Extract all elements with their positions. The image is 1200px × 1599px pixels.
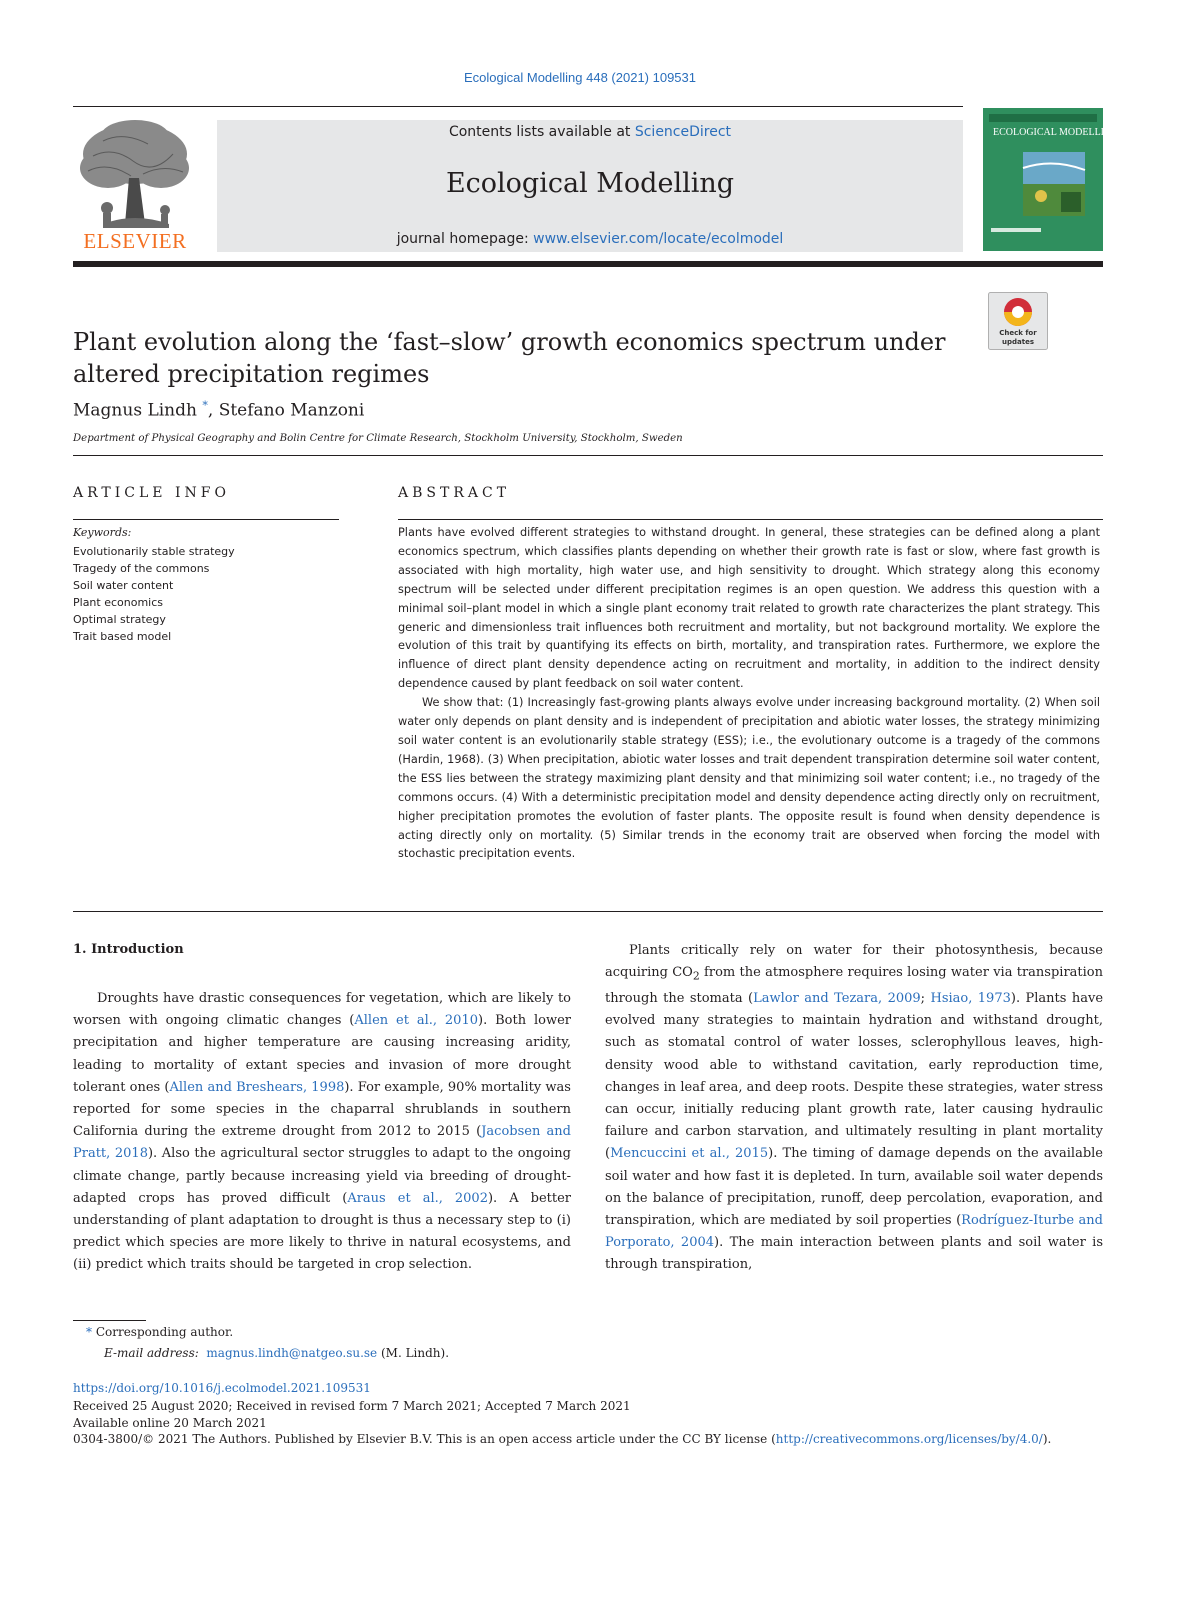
corresponding-footnote [86, 1325, 233, 1339]
doi-link[interactable]: https://doi.org/10.1016/j.ecolmodel.2021.109531 [73, 1381, 371, 1395]
author-name: Magnus Lindh [73, 400, 197, 421]
journal-name: Ecological Modelling [445, 168, 735, 199]
footnote-mark: * [86, 1325, 92, 1339]
corresponding-author-mark[interactable]: * [202, 399, 208, 412]
keyword-item: Optimal strategy [73, 613, 166, 626]
citation-link[interactable]: Allen et al., 2010 [354, 1013, 478, 1029]
footnote-rule [73, 1320, 146, 1321]
paragraph-text: Droughts have drastic consequences for vegetation, which are likely to worsen with ongoing climatic changes ( [73, 991, 571, 1029]
paragraph-text: ). The timing of damage depends on the available soil water and how fast it is depleted. In turn, available soil water depends on the balance of precipitation, runoff, deep percolation, evaporation, and transpiration, which are mediated by soil properties ( [605, 1146, 1103, 1229]
keyword-item: Soil water content [73, 579, 174, 592]
keyword-item: Trait based model [73, 630, 172, 643]
corresponding-label: Corresponding author. [95, 1325, 234, 1339]
available-date: Available online 20 March 2021 [73, 1416, 267, 1430]
cover-title: ECOLOGICAL MODELLING [993, 127, 1119, 138]
license-suffix: ). [1042, 1432, 1052, 1446]
keyword-item: Evolutionarily stable strategy [73, 545, 235, 558]
intro-left-column [73, 988, 571, 1277]
citation-link[interactable]: Araus et al., 2002 [347, 1190, 488, 1206]
email-link[interactable]: magnus.lindh@natgeo.su.se [206, 1346, 378, 1360]
author-name: Stefano Manzoni [218, 400, 365, 421]
intro-paragraph [73, 988, 571, 1277]
license-text: 0304-3800/© 2021 The Authors. Published by Elsevier B.V. This is an open access article under the CC BY license ( [73, 1432, 776, 1446]
contents-line [217, 124, 963, 140]
paragraph-text: ). The main interaction between plants and soil water is through transpiration, [605, 1235, 1103, 1273]
email-suffix: (M. Lindh). [377, 1346, 450, 1360]
homepage-link[interactable]: www.elsevier.com/locate/ecolmodel [533, 231, 784, 247]
abstract-rule [398, 519, 1103, 520]
subscript: 2 [692, 969, 700, 983]
paragraph-text: ; [920, 991, 931, 1006]
license-line [73, 1432, 1113, 1446]
article-info-heading: ARTICLE INFO [73, 485, 230, 501]
contents-label: Contents lists available at [448, 124, 635, 140]
homepage-label: journal homepage: [396, 231, 534, 247]
paragraph-text: ). For example, 90% mortality was reported for some species in the chaparral shrublands in southern California during the extreme drought from 2012 to 2015 ( [73, 1079, 571, 1140]
article-info-rule [73, 519, 339, 520]
email-footnote [104, 1346, 449, 1360]
journal-reference[interactable]: Ecological Modelling 448 (2021) 109531 [464, 70, 696, 85]
paragraph-text: ). Plants have evolved many strategies to maintain hydration and withstand drought, such as stomatal control of water losses, sclerophyllous leaves, high-density wood able to withstand cavitation, early reproduction time, changes in leaf area, and deep roots. Despite these strategies, water stress can occur, initially reducing plant growth rate, later causing hydraulic failure and carbon starvation, and ultimately resulting in plant mortality ( [605, 991, 1104, 1162]
received-dates: Received 25 August 2020; Received in revised form 7 March 2021; Accepted 7 March 2021 [73, 1399, 631, 1413]
citation-link[interactable]: Mencuccini et al., 2015 [610, 1146, 769, 1162]
paragraph-text: ). A better understanding of plant adaptation to drought is thus a necessary step to (i) predict which species are more likely to thrive in natural ecosystems, and (ii) predict which traits should be targeted in crop selection. [73, 1190, 571, 1273]
paragraph-text: ). Both lower precipitation and higher temperature are causing increasing aridity, leading to mortality of extant species and invasion of more drought tolerant ones ( [73, 1013, 571, 1095]
section-heading: 1. Introduction [73, 942, 184, 957]
sciencedirect-link[interactable]: ScienceDirect [634, 124, 732, 140]
keyword-item: Plant economics [73, 596, 164, 609]
check-for-updates-icon[interactable] [988, 292, 1048, 350]
citation-link[interactable]: Jacobsen and Pratt, 2018 [73, 1124, 571, 1162]
paragraph-text: from the atmosphere requires losing water via transpiration through the stomata ( [605, 965, 1104, 1006]
article-title: Plant evolution along the ‘fast–slow’ growth economics spectrum under altered precipitation regimes [73, 328, 946, 388]
abstract-heading: ABSTRACT [398, 485, 511, 501]
keywords-list [73, 543, 235, 645]
citation-link[interactable]: Rodríguez-Iturbe and Porporato, 2004 [605, 1213, 1103, 1251]
license-link[interactable]: http://creativecommons.org/licenses/by/4.0/ [775, 1432, 1043, 1446]
abstract-body [398, 524, 1100, 864]
intro-right-column [605, 940, 1103, 1277]
affiliation: Department of Physical Geography and Bolin Centre for Climate Research, Stockholm University, Stockholm, Sweden [73, 433, 683, 444]
badge-label-2: updates [1002, 338, 1034, 346]
affiliation-rule [73, 455, 1103, 456]
paragraph-text: Plants critically rely on water for their photosynthesis, because acquiring CO [605, 943, 1103, 981]
intro-paragraph [605, 940, 1103, 1277]
article-dates [73, 1398, 631, 1432]
abstract-paragraph: We show that: (1) Increasingly fast-growing plants always evolve under increasing background mortality. (2) When soil water only depends on plant density and is independent of precipitation and abiotic water losses, the strategy minimizing soil water content is an evolutionarily stable strategy (ESS); i.e., the evolutionary outcome is a tragedy of the commons (Hardin, 1968). (3) When precipitation, abiotic water losses and trait dependent transpiration determine soil water content, the ESS lies between the strategy maximizing plant density and that minimizing soil water content; i.e., no tragedy of the commons occurs. (4) With a deterministic precipitation model and density dependence acting directly only on recruitment, higher precipitation promotes the evolution of faster plants. The opposite result is found when density dependence is acting directly only on mortality. (5) Similar trends in the economy trait are observed when forcing the model with stochastic precipitation events. [398, 696, 1100, 861]
keywords-label: Keywords: [73, 526, 132, 539]
journal-cover-image [983, 108, 1119, 251]
abstract-paragraph: Plants have evolved different strategies to withstand drought. In general, these strategies can be defined along a plant economics spectrum, which classifies plants depending on whether their growth rate is fast or slow, where fast growth is associated with high mortality, high water use, and high sensitivity to drought. Which strategy along this economy spectrum will be selected under different precipitation regimes is an open question. We address this question with a minimal soil–plant model in which a single plant economy trait related to growth rate characterizes the plant strategy. This generic and dimensionless trait influences both recruitment and mortality, but not background mortality. We explore the evolution of this trait by quantifying its effects on birth, mortality, and transpiration rates. Furthermore, we explore the influence of direct plant density dependence acting on recruitment and mortality, in addition to the indirect density dependence caused by plant feedback on soil water content. [398, 526, 1100, 691]
citation-link[interactable]: Lawlor and Tezara, 2009 [753, 991, 921, 1006]
abstract-bottom-rule [73, 911, 1103, 912]
elsevier-wordmark: ELSEVIER [83, 229, 187, 253]
citation-link[interactable]: Hsiao, 1973 [930, 991, 1011, 1006]
citation-link[interactable]: Allen and Breshears, 1998 [169, 1079, 345, 1095]
badge-label-1: Check for [999, 329, 1037, 337]
paragraph-text: ). Also the agricultural sector struggles to adapt to the ongoing climate change, partly because increasing yield via breeding of drought-adapted crops has proved difficult ( [73, 1146, 571, 1206]
homepage-line [217, 231, 963, 247]
email-label: E-mail address: [104, 1346, 199, 1360]
header-thick-rule [73, 261, 1103, 267]
header-rule [73, 106, 963, 107]
author-list [73, 399, 364, 421]
author-separator: , [207, 400, 219, 421]
keyword-item: Tragedy of the commons [73, 562, 210, 575]
